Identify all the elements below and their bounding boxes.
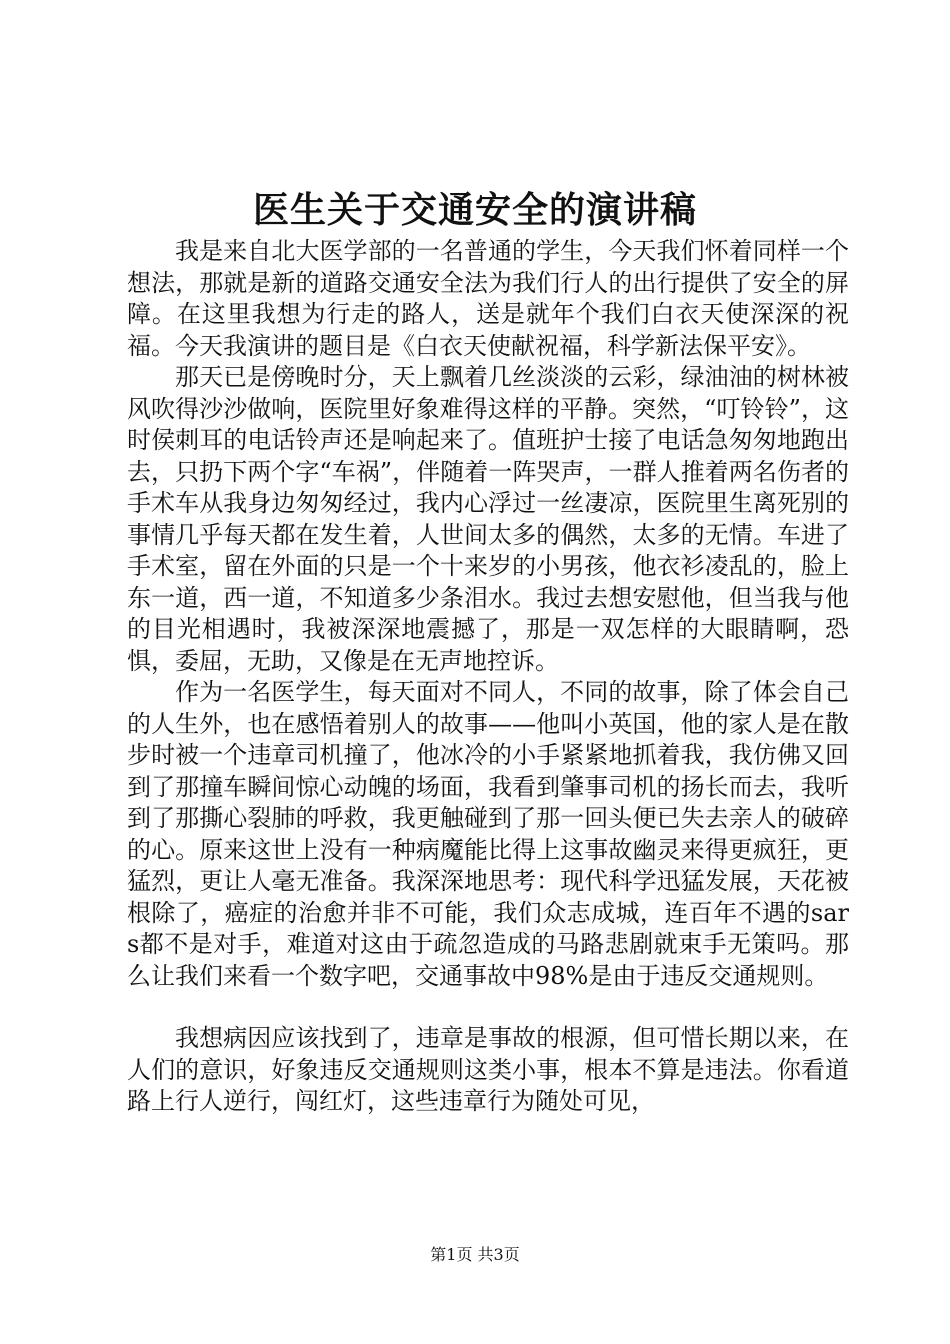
paragraph-1: 我是来自北大医学部的一名普通的学生，今天我们怀着同样一个想法，那就是新的道路交通安全法为我们行人的出行提供了安全的屏障。在这里我想为行走的路人，送是就年个我们白衣天使深深的祝福。今天我演讲的题目是《白衣天使献祝福，科学新法保平安》。 (127, 237, 849, 360)
document-body (127, 236, 849, 1118)
page-footer: 第1页 共3页 (430, 1245, 520, 1264)
paragraph-3: 作为一名医学生，每天面对不同人，不同的故事，除了体会自己的人生外，也在感悟着别人的故事——他叫小英国，他的家人是在散步时被一个违章司机撞了，他冰冷的小手紧紧地抓着我，我仿佛又回到了那撞车瞬间惊心动魄的场面，我看到肇事司机的扬长而去，我听到了那撕心裂肺的呼救，我更触碰到了那一回头便已失去亲人的破碎的心。原来这世上没有一种病魔能比得上这事故幽灵来得更疯狂，更猛烈，更让人毫无准备。我深深地思考：现代科学迅猛发展，天花被根除了，癌症的治愈并非不可能，我们众志成城，连百年不遇的sars都不是对手，难道对这由于疏忽造成的马路悲剧就束手无策吗。那么让我们来看一个数字吧，交通事故中98%是由于违反交通规则。 (127, 678, 849, 990)
paragraph-2: 那天已是傍晚时分，天上飘着几丝淡淡的云彩，绿油油的树林被风吹得沙沙做响，医院里好象难得这样的平静。突然，“叮铃铃”，这时侯刺耳的电话铃声还是响起来了。值班护士接了电话急匆匆地跑出去，只扔下两个字“车祸”，伴随着一阵哭声，一群人推着两名伤者的手术车从我身边匆匆经过，我内心浮过一丝凄凉，医院里生离死别的事情几乎每天都在发生着，人世间太多的偶然，太多的无情。车进了手术室，留在外面的只是一个十来岁的小男孩，他衣衫凌乱的，脸上东一道，西一道，不知道多少条泪水。我过去想安慰他，但当我与他的目光相遇时，我被深深地震撼了，那是一双怎样的大眼睛啊，恐惧，委屈，无助，又像是在无声地控诉。 (127, 363, 849, 675)
document-title: 医生关于交通安全的演讲稿 (252, 189, 697, 231)
paragraph-4: 我想病因应该找到了，违章是事故的根源，但可惜长期以来，在人们的意识，好象违反交通规则这类小事，根本不算是违法。你看道路上行人逆行，闯红灯，这些违章行为随处可见， (127, 1024, 849, 1115)
